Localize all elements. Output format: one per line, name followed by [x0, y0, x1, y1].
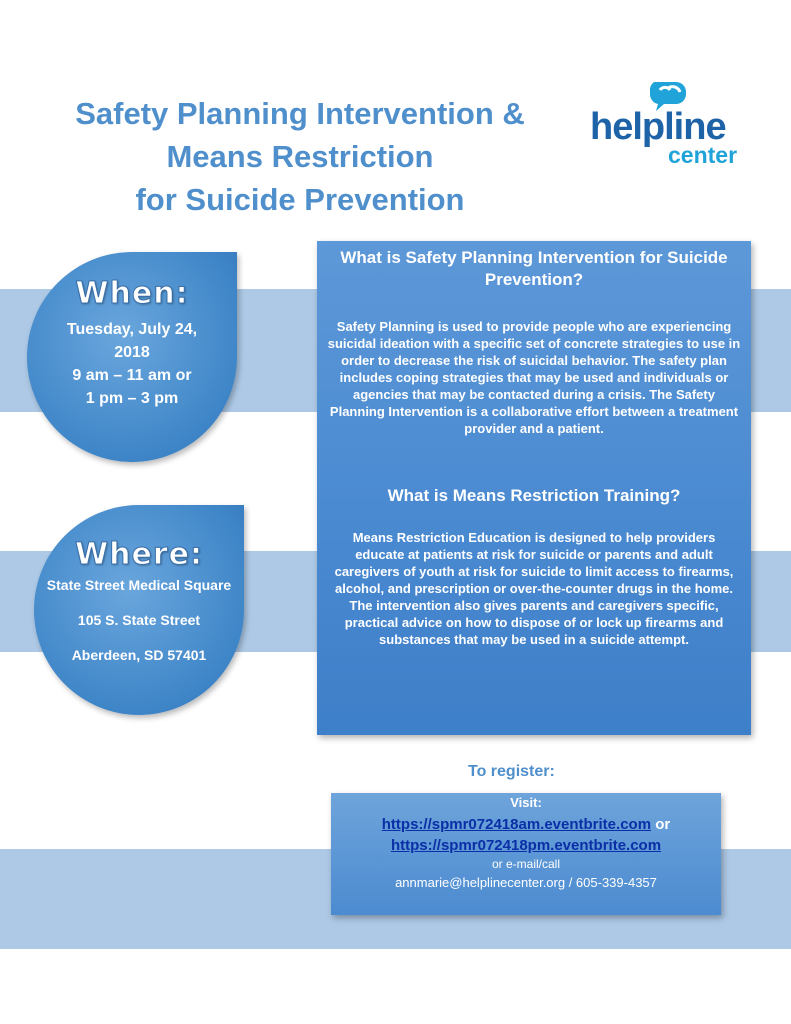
register-or-word: or [655, 816, 671, 833]
safety-planning-heading: What is Safety Planning Intervention for Suicide Prevention? [340, 248, 728, 289]
logo-word-helpline: helpline [590, 106, 726, 148]
when-heading: When: [75, 276, 189, 311]
logo-word-center: center [668, 142, 738, 168]
register-alt-text: or e-mail/call [491, 857, 560, 871]
register-contact: annmarie@helplinecenter.org / 605-339-4357 [395, 875, 657, 890]
when-details [37, 318, 227, 410]
where-city: Aberdeen, SD 57401 [71, 647, 207, 663]
title-line-1: Safety Planning Intervention & [75, 96, 525, 131]
when-time-afternoon: 1 pm – 3 pm [85, 390, 179, 407]
helpline-center-logo [588, 78, 753, 173]
where-street: 105 S. State Street [77, 612, 201, 628]
register-link-am[interactable]: https://spmr072418am.eventbrite.com [381, 816, 652, 833]
title-line-3: for Suicide Prevention [135, 182, 465, 217]
page-title [20, 92, 580, 221]
means-restriction-description: Means Restriction Education is designed to help providers educate at patients at risk for suicide or parents and adult caregivers of youth at risk for suicide to limit access to firearms, alcohol, and prescription or over-the-counter drugs in the home. The intervention also gives parents and caregivers specific, practical advice on how to dispose of or lock up firearms and substances that may be used in a suicide attempt. [334, 530, 734, 647]
where-details [30, 577, 248, 682]
register-link-pm[interactable]: https://spmr072418pm.eventbrite.com [390, 837, 662, 854]
when-time-morning: 9 am – 11 am or [72, 367, 192, 384]
means-restriction-heading: What is Means Restriction Training? [387, 486, 681, 505]
register-label: To register: [468, 763, 555, 780]
when-date: Tuesday, July 24, [66, 321, 198, 338]
where-circle [34, 505, 244, 715]
register-links [331, 814, 721, 856]
where-venue: State Street Medical Square [46, 577, 232, 593]
safety-planning-description: Safety Planning is used to provide people who are experiencing suicidal ideation with a specific set of concrete strategies to use in order to decrease the risk of suicidal behavior. The safety plan includes coping strategies that may be used and individuals or agencies that may be contacted during a crisis. The Safety Planning Intervention is a collaborative effort between a treatment provider and a patient. [327, 319, 741, 436]
register-link-row-2 [331, 835, 721, 856]
where-heading: Where: [75, 537, 203, 572]
when-circle [27, 252, 237, 462]
when-year: 2018 [114, 344, 150, 361]
register-box [331, 793, 721, 915]
register-link-row-1 [331, 814, 721, 835]
register-visit-label: Visit: [510, 795, 542, 810]
info-box [317, 241, 751, 735]
title-line-2: Means Restriction [166, 139, 434, 174]
